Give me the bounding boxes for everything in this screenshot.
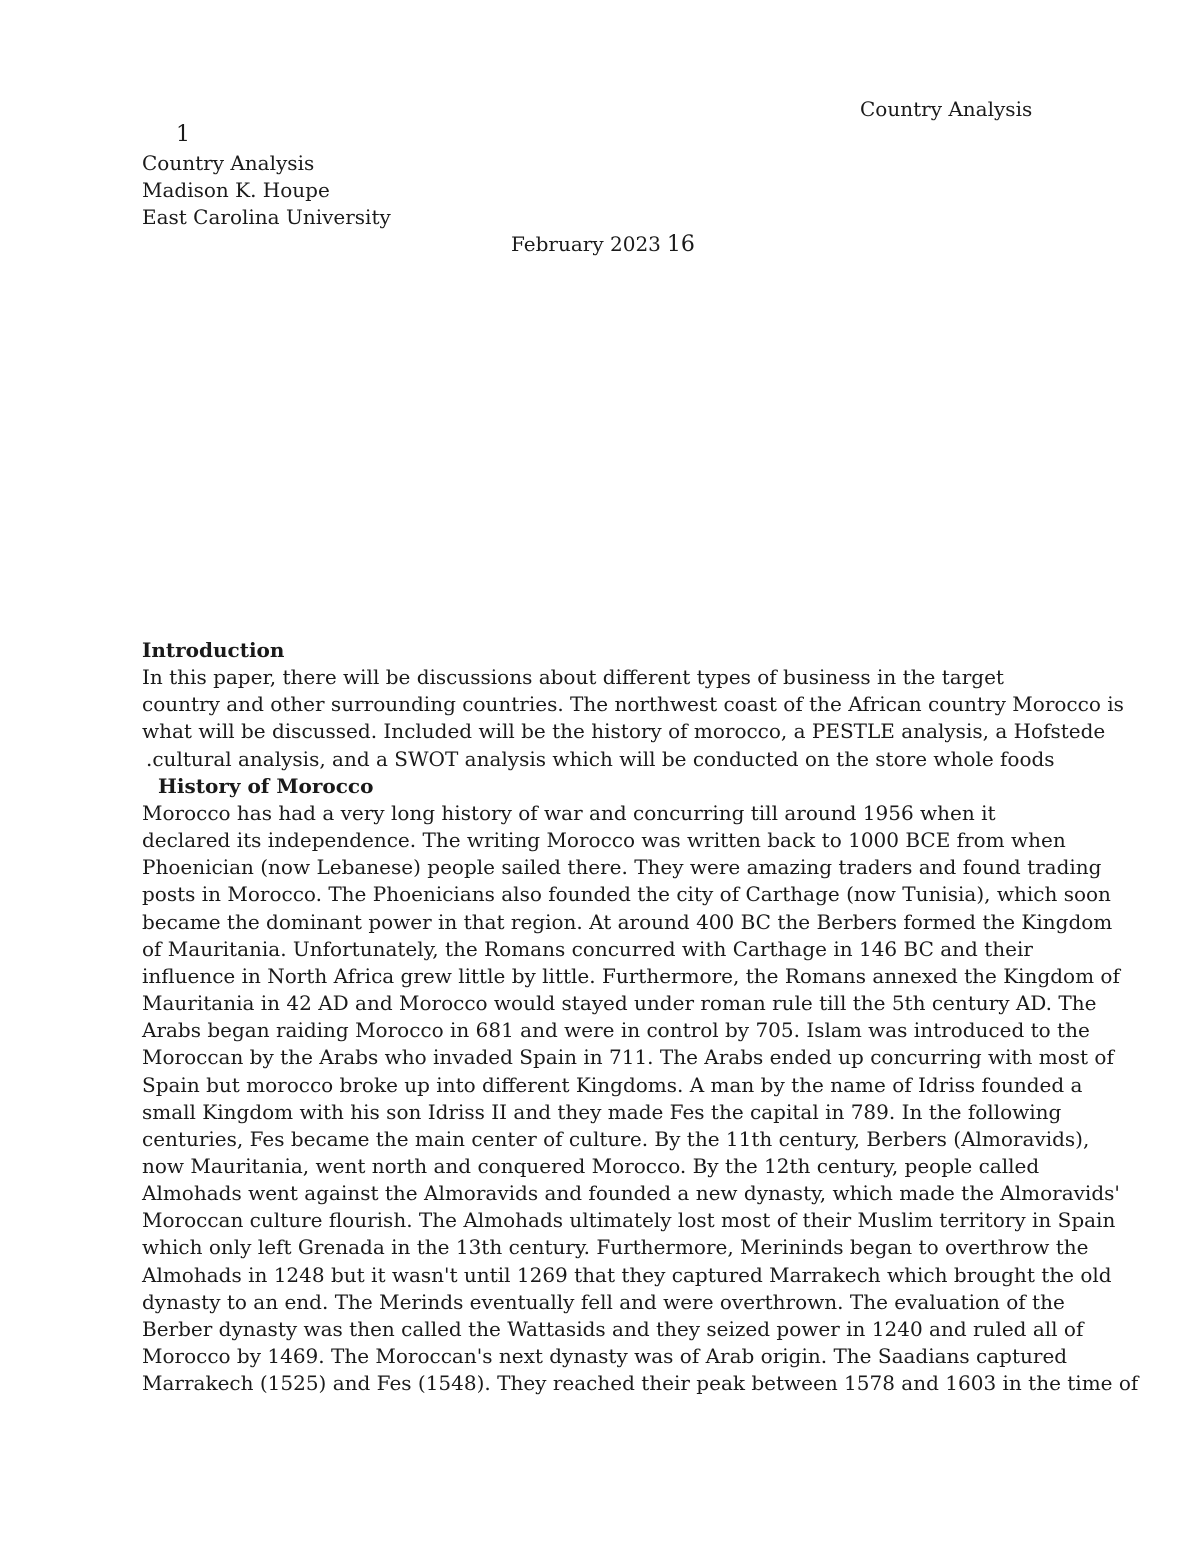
paper-title: Country Analysis bbox=[142, 151, 315, 175]
paragraph-line: Almohads in 1248 but it wasn't until 1269 that they captured Marrakech which brought the old bbox=[142, 1262, 1112, 1287]
institution: East Carolina University bbox=[142, 205, 391, 229]
paragraph-line: Phoenician (now Lebanese) people sailed there. They were amazing traders and found trading bbox=[142, 855, 1102, 880]
paragraph-line: In this paper, there will be discussions about different types of business in the target bbox=[142, 665, 1004, 690]
paragraph-line: Moroccan by the Arabs who invaded Spain in 711. The Arabs ended up concurring with most of bbox=[142, 1045, 1114, 1070]
paragraph-line: centuries, Fes became the main center of culture. By the 11th century, Berbers (Almoravids), bbox=[142, 1126, 1090, 1151]
paragraph-line: Spain but morocco broke up into different Kingdoms. A man by the name of Idriss founded a bbox=[142, 1072, 1083, 1097]
author-name: Madison K. Houpe bbox=[142, 178, 330, 202]
body-text bbox=[142, 637, 1139, 1397]
paragraph-line: .cultural analysis, and a SWOT analysis which will be conducted on the store whole foods bbox=[146, 746, 1055, 771]
page-number: 1 bbox=[176, 122, 190, 147]
paragraph-line: country and other surrounding countries. The northwest coast of the African country Morocco is bbox=[142, 692, 1124, 717]
paragraph-line: declared its independence. The writing Morocco was written back to 1000 BCE from when bbox=[142, 828, 1066, 853]
paragraph-line: which only left Grenada in the 13th century. Furthermore, Merininds began to overthrow the bbox=[142, 1235, 1089, 1260]
paragraph-line: what will be discussed. Included will be the history of morocco, a PESTLE analysis, a Hofstede bbox=[142, 719, 1106, 744]
paragraph-line: small Kingdom with his son Idriss II and they made Fes the capital in 789. In the following bbox=[142, 1099, 1062, 1124]
paragraph-line: Morocco has had a very long history of war and concurring till around 1956 when it bbox=[142, 800, 996, 825]
paragraph-line: Berber dynasty was then called the Wattasids and they seized power in 1240 and ruled all of bbox=[142, 1316, 1084, 1341]
running-head: Country Analysis bbox=[860, 97, 1033, 121]
date-line bbox=[511, 231, 695, 258]
paragraph-line: influence in North Africa grew little by little. Furthermore, the Romans annexed the Kingdom of bbox=[142, 963, 1120, 988]
paragraph-line: Arabs began raiding Morocco in 681 and were in control by 705. Islam was introduced to the bbox=[142, 1018, 1090, 1043]
paragraph-line: dynasty to an end. The Merinds eventually fell and were overthrown. The evaluation of the bbox=[142, 1289, 1065, 1314]
date-month-year: February 2023 bbox=[511, 232, 661, 256]
paragraph-line: Moroccan culture flourish. The Almohads ultimately lost most of their Muslim territory in Spain bbox=[142, 1208, 1116, 1233]
title-block bbox=[142, 150, 391, 231]
paragraph-line: now Mauritania, went north and conquered Morocco. By the 12th century, people called bbox=[142, 1153, 1040, 1178]
date-day: 16 bbox=[666, 232, 695, 257]
introduction-heading: Introduction bbox=[142, 638, 285, 662]
paragraph-line: posts in Morocco. The Phoenicians also founded the city of Carthage (now Tunisia), which soon bbox=[142, 882, 1111, 907]
paragraph-line: Morocco by 1469. The Moroccan's next dynasty was of Arab origin. The Saadians captured bbox=[142, 1344, 1068, 1369]
paragraph-line: Mauritania in 42 AD and Morocco would stayed under roman rule till the 5th century AD. The bbox=[142, 991, 1097, 1016]
paragraph-line: became the dominant power in that region. At around 400 BC the Berbers formed the Kingdom bbox=[142, 909, 1113, 934]
paragraph-line: of Mauritania. Unfortunately, the Romans concurred with Carthage in 146 BC and their bbox=[142, 936, 1033, 961]
paragraph-line: Almohads went against the Almoravids and founded a new dynasty, which made the Almoravids' bbox=[142, 1181, 1120, 1206]
paragraph-line: Marrakech (1525) and Fes (1548). They reached their peak between 1578 and 1603 in the time of bbox=[142, 1371, 1139, 1396]
history-heading: History of Morocco bbox=[158, 773, 374, 798]
